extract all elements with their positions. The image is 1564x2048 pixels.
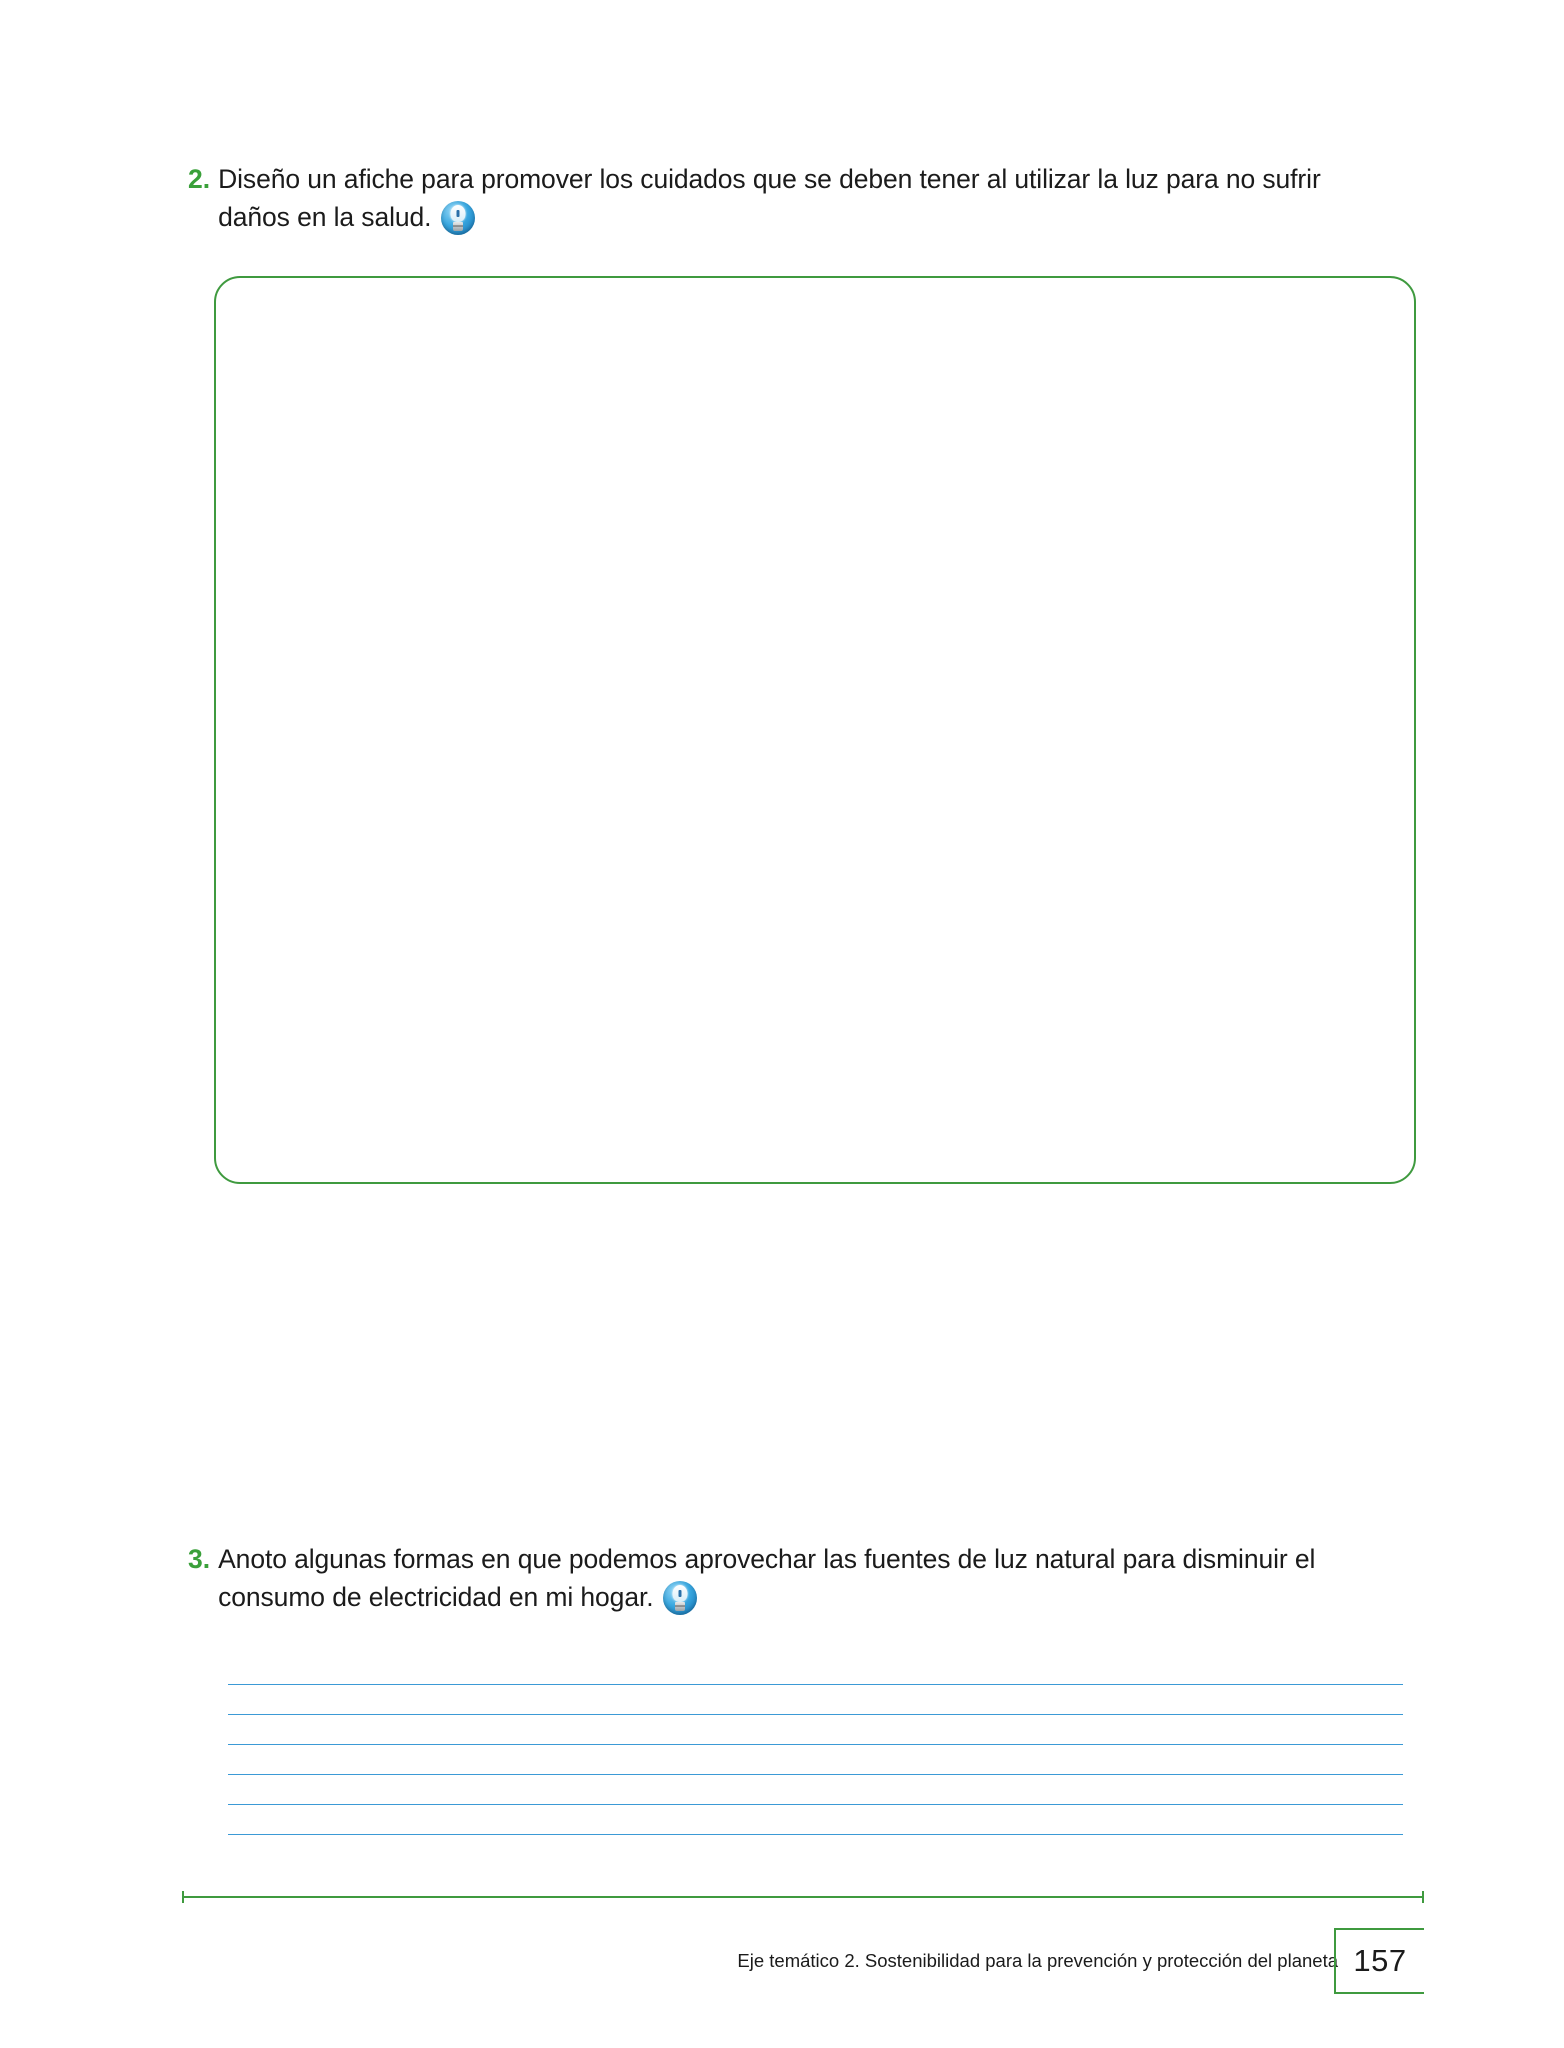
exercise-2-text: [218, 160, 1321, 236]
exercise-3-number: 3.: [188, 1544, 211, 1574]
footer-divider: [182, 1896, 1424, 1898]
exercise-2: [188, 160, 1418, 236]
exercise-3-text: [218, 1540, 1315, 1616]
exercise-2-text-line2-wrap: [218, 198, 1321, 236]
exercise-3-text-line1: Anoto algunas formas en que podemos aprovechar las fuentes de luz natural para disminuir el: [218, 1544, 1316, 1574]
page-number-box: [1334, 1928, 1424, 1994]
exercise-2-number: 2.: [188, 164, 211, 194]
writing-line[interactable]: [228, 1775, 1403, 1805]
exercise-2-text-line1: Diseño un afiche para promover los cuidados que se deben tener al utilizar la luz para no sufrir: [218, 164, 1321, 194]
footer-theme-label: Eje temático 2. Sostenibilidad para la prevención y protección del planeta: [737, 1950, 1338, 1971]
exercise-3-text-line2-wrap: [218, 1578, 1315, 1616]
writing-line[interactable]: [228, 1805, 1403, 1835]
writing-line[interactable]: [228, 1715, 1403, 1745]
writing-line[interactable]: [228, 1655, 1403, 1685]
exercise-3-prompt: [188, 1540, 1418, 1616]
exercise-3: [188, 1540, 1418, 1616]
writing-line[interactable]: [228, 1685, 1403, 1715]
lightbulb-icon: [663, 1581, 697, 1615]
answer-writing-lines[interactable]: [228, 1655, 1403, 1835]
page-number: 157: [1353, 1943, 1407, 1978]
exercise-2-prompt: [188, 160, 1418, 236]
exercise-3-text-line2: consumo de electricidad en mi hogar.: [218, 1582, 654, 1612]
lightbulb-icon: [441, 201, 475, 235]
exercise-2-text-line2: daños en la salud.: [218, 202, 432, 232]
poster-drawing-area[interactable]: [214, 276, 1416, 1184]
writing-line[interactable]: [228, 1745, 1403, 1775]
